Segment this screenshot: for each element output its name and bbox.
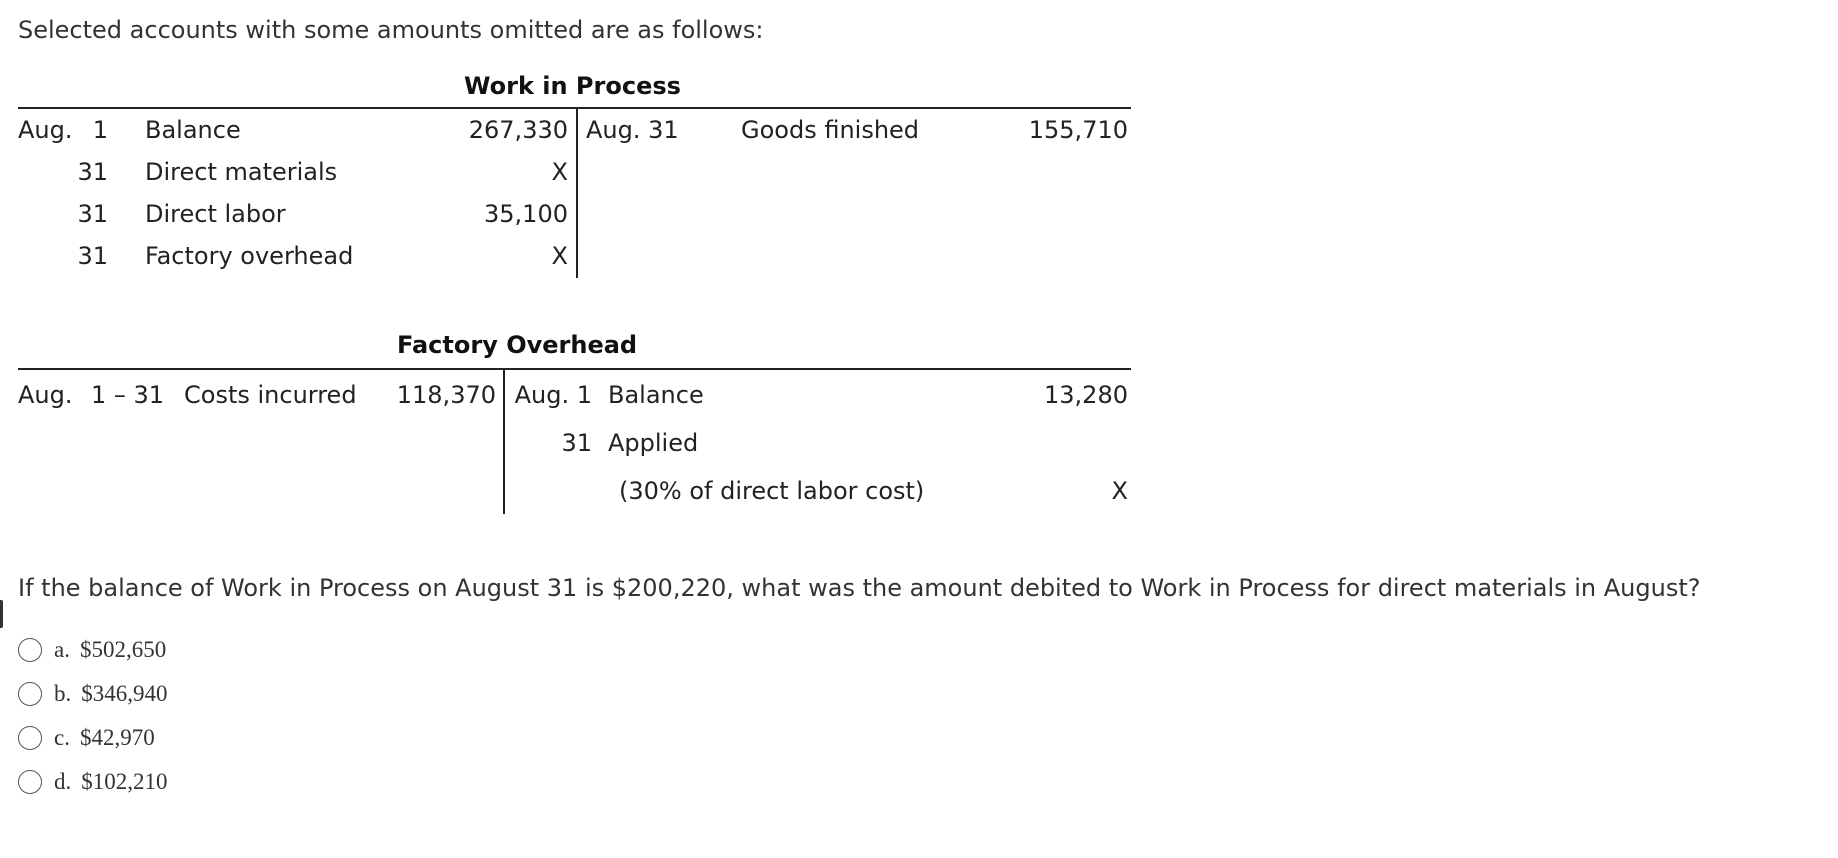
radio-button[interactable] (18, 726, 42, 750)
foh-credit-amount: 13,280 (1044, 381, 1128, 409)
option-letter: a. (54, 637, 70, 662)
radio-button[interactable] (18, 770, 42, 794)
foh-debit-range: 1 – 31 (91, 381, 165, 409)
option-value: $42,970 (79, 725, 155, 750)
foh-debit-desc: Costs incurred (184, 381, 357, 409)
wip-debit-day: 31 (77, 200, 108, 228)
wip-divider (576, 108, 578, 278)
foh-top-rule (18, 368, 1131, 370)
radio-button[interactable] (18, 682, 42, 706)
focus-marker (0, 600, 3, 628)
wip-debit-day: 31 (77, 158, 108, 186)
wip-debit-desc: Balance (145, 116, 241, 144)
option-letter: c. (54, 725, 70, 750)
wip-debit-day: 1 (92, 116, 108, 144)
wip-top-rule (18, 107, 1131, 109)
option-a[interactable] (18, 635, 166, 665)
wip-debit-desc: Factory overhead (145, 242, 354, 270)
wip-debit-amount: 35,100 (484, 200, 568, 228)
option-letter: b. (54, 681, 72, 706)
wip-credit-amount: 155,710 (1028, 116, 1128, 144)
foh-credit-amount: X (1111, 477, 1128, 505)
foh-credit-desc: Balance (608, 381, 704, 409)
intro-text: Selected accounts with some amounts omitted are as follows: (18, 16, 764, 44)
wip-debit-day: 31 (77, 242, 108, 270)
foh-title: Factory Overhead (397, 331, 638, 359)
wip-credit-desc: Goods finished (741, 116, 920, 144)
wip-debit-amount: 267,330 (468, 116, 568, 144)
foh-debit-month: Aug. (18, 381, 73, 409)
wip-debit-amount: X (551, 158, 568, 186)
foh-credit-desc: Applied (608, 429, 699, 457)
option-b[interactable] (18, 679, 168, 709)
wip-debit-desc: Direct labor (145, 200, 286, 228)
wip-title: Work in Process (464, 72, 681, 100)
question-text: If the balance of Work in Process on August 31 is $200,220, what was the amount debited to Work in Process for direct materials in August? (18, 574, 1701, 602)
foh-credit-date: Aug. 1 (514, 381, 592, 409)
wip-debit-month: Aug. (18, 116, 73, 144)
option-d[interactable] (18, 767, 168, 797)
radio-button[interactable] (18, 638, 42, 662)
option-letter: d. (54, 769, 72, 794)
foh-divider (503, 369, 505, 514)
wip-debit-desc: Direct materials (145, 158, 338, 186)
foh-credit-desc: (30% of direct labor cost) (619, 477, 925, 505)
wip-credit-date: Aug. 31 (586, 116, 679, 144)
option-value: $102,210 (81, 769, 168, 794)
foh-credit-date: 31 (561, 429, 592, 457)
foh-debit-amount: 118,370 (396, 381, 496, 409)
option-c[interactable] (18, 723, 155, 753)
option-value: $502,650 (79, 637, 167, 662)
option-value: $346,940 (81, 681, 168, 706)
wip-debit-amount: X (551, 242, 568, 270)
